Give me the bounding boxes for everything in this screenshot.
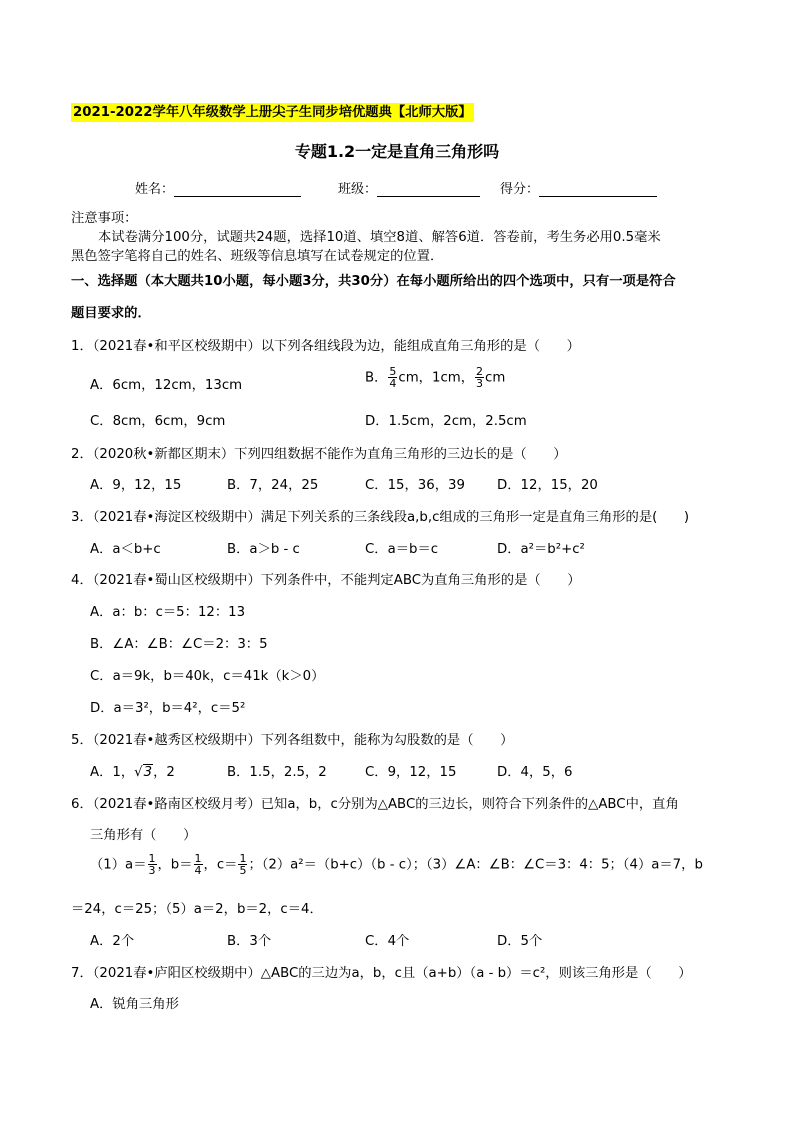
q5-stem: 5．（2021春•越秀区校级期中）下列各组数中，能称为勾股数的是（ ） bbox=[71, 733, 514, 748]
q6-option-b: B．3个 bbox=[227, 934, 272, 949]
q6-option-d: D．5个 bbox=[497, 934, 543, 949]
q6-cond-p3: ，c＝ bbox=[203, 857, 238, 873]
q1-b-frac-1-den: 4 bbox=[389, 377, 397, 390]
sqrt-icon: √ bbox=[134, 765, 143, 780]
q3-option-c: C．a＝b＝c bbox=[365, 542, 439, 557]
q6-frac-c-den: 5 bbox=[239, 864, 247, 877]
q2-option-b: B．7，24，25 bbox=[227, 478, 319, 493]
q4-option-c: C．a＝9k，b＝40k，c＝41k（k＞0） bbox=[90, 669, 325, 684]
notice-line-1: 本试卷满分100分，试题共24题，选择10道、填空8道、解答6道．答卷前，考生务必用0.5毫米 bbox=[98, 230, 661, 245]
q1-b-frac-1-num: 5 bbox=[389, 365, 397, 378]
q1-b-end: cm bbox=[485, 370, 506, 386]
page-title: 专题1.2一定是直角三角形吗 bbox=[294, 142, 500, 161]
q4-option-a: A．a：b：c＝5：12：13 bbox=[90, 605, 246, 620]
q2-option-a: A．9，12，15 bbox=[90, 478, 182, 493]
q6-frac-a-den: 3 bbox=[148, 864, 156, 877]
q2-option-c: C．15，36，39 bbox=[365, 478, 465, 493]
q6-frac-b-num: 1 bbox=[194, 852, 202, 865]
q6-option-a: A．2个 bbox=[90, 934, 135, 949]
q4-option-d: D．a＝3²，b＝4²，c＝5² bbox=[90, 701, 246, 716]
q1-b-prefix: B． bbox=[365, 370, 388, 386]
q6-conditions-2: ＝24，c＝25；（5）a＝2，b＝2，c＝4． bbox=[71, 902, 323, 917]
q1-option-b bbox=[365, 366, 505, 389]
q6-stem-1: 6．（2021春•路南区校级月考）已知a，b，c分别为△ABC的三边长，则符合下列条件的△ABC中，直角 bbox=[71, 797, 679, 812]
notice-heading: 注意事项： bbox=[71, 211, 138, 226]
q6-cond-p2: ，b＝ bbox=[157, 857, 193, 873]
section-heading-1: 一、选择题（本大题共10小题，每小题3分，共30分）在每小题所给出的四个选项中，只有一项是符合 bbox=[71, 274, 676, 289]
q3-option-d: D．a²＝b²+c² bbox=[497, 542, 585, 557]
q6-option-c: C．4个 bbox=[365, 934, 410, 949]
section-heading-2: 题目要求的． bbox=[71, 306, 151, 321]
q5-option-a bbox=[90, 761, 175, 780]
q1-option-c: C．8cm，6cm，9cm bbox=[90, 414, 226, 429]
name-label: 姓名： bbox=[135, 182, 175, 197]
q2-option-d: D．12，15，20 bbox=[497, 478, 598, 493]
q5-a-pre: A．1， bbox=[90, 765, 135, 780]
q6-frac-b-den: 4 bbox=[194, 864, 202, 877]
q2-stem: 2．（2020秋•新都区期末）下列四组数据不能作为直角三角形的三边长的是（ ） bbox=[71, 447, 567, 462]
name-blank bbox=[174, 183, 301, 197]
q1-b-frac-2-num: 2 bbox=[476, 365, 484, 378]
q6-conditions-1 bbox=[90, 853, 703, 876]
class-label: 班级： bbox=[338, 182, 378, 197]
q5-option-d: D．4，5，6 bbox=[497, 765, 573, 780]
q1-stem: 1．（2021春•和平区校级期中）以下列各组线段为边，能组成直角三角形的是（ ） bbox=[71, 339, 580, 354]
q5-a-post: ，2 bbox=[153, 765, 175, 780]
q6-cond-p4: ；（2）a²＝（b+c）（b - c）；（3）∠A：∠B：∠C＝3：4：5；（4）a＝7，b bbox=[248, 857, 703, 873]
q1-b-frac-2 bbox=[475, 366, 484, 389]
class-blank bbox=[377, 183, 480, 197]
q4-stem: 4．（2021春•蜀山区校级期中）下列条件中，不能判定ABC为直角三角形的是（ ） bbox=[71, 573, 581, 588]
score-blank bbox=[539, 183, 657, 197]
q7-stem: 7．（2021春•庐阳区校级期中）△ABC的三边为a，b，c且（a+b）（a - b）＝c²，则该三角形是（ ） bbox=[71, 966, 692, 981]
q6-cond-p1: （1）a＝ bbox=[90, 857, 147, 873]
q5-a-radicand: 3 bbox=[143, 765, 153, 780]
q3-option-b: B．a＞b - c bbox=[227, 542, 300, 557]
q1-option-a: A．6cm，12cm，13cm bbox=[90, 378, 243, 393]
score-label: 得分： bbox=[500, 182, 540, 197]
q3-stem: 3．（2021春•海淀区校级期中）满足下列关系的三条线段a,b,c组成的三角形一定是直角三角形的是( ) bbox=[71, 510, 690, 525]
q6-frac-c-num: 1 bbox=[239, 852, 247, 865]
q1-b-mid: cm，1cm， bbox=[398, 370, 475, 386]
q1-b-frac-2-den: 3 bbox=[476, 377, 484, 390]
q6-frac-c bbox=[238, 853, 247, 876]
q4-option-b: B．∠A：∠B：∠C＝2：3：5 bbox=[90, 637, 268, 652]
q1-option-d: D．1.5cm，2cm，2.5cm bbox=[365, 414, 527, 429]
q6-frac-b bbox=[194, 853, 203, 876]
q5-option-b: B．1.5，2.5，2 bbox=[227, 765, 327, 780]
q3-option-a: A．a＜b+c bbox=[90, 542, 161, 557]
name-field bbox=[135, 178, 301, 197]
doc-banner: 2021-2022学年八年级数学上册尖子生同步培优题典【北师大版】 bbox=[73, 105, 472, 120]
q5-option-c: C．9，12，15 bbox=[365, 765, 457, 780]
q1-b-frac-1 bbox=[388, 366, 397, 389]
q6-frac-a bbox=[148, 853, 157, 876]
q6-frac-a-num: 1 bbox=[148, 852, 156, 865]
score-field bbox=[500, 178, 657, 197]
notice-line-2: 黑色签字笔将自己的姓名、班级等信息填写在试卷规定的位置． bbox=[71, 249, 444, 264]
q6-stem-2: 三角形有（ ） bbox=[90, 828, 197, 843]
q7-option-a: A．锐角三角形 bbox=[90, 997, 179, 1012]
class-field bbox=[338, 178, 480, 197]
